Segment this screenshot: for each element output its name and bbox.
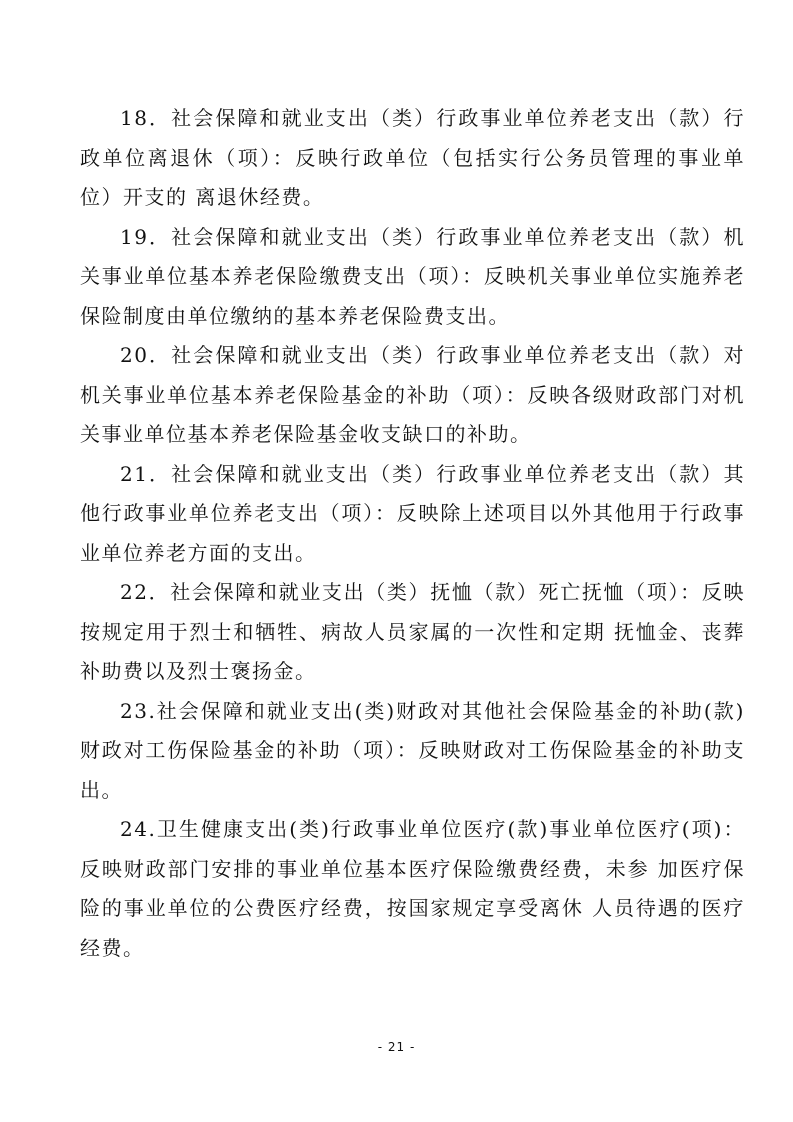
paragraph-18: 18．社会保障和就业支出（类）行政事业单位养老支出（款）行政单位离退休（项）：反映行政单位（包括实行公务员管理的事业单位）开支的 离退休经费。	[80, 106, 745, 209]
document-body	[80, 99, 745, 968]
paragraph-22: 22．社会保障和就业支出（类）抚恤（款）死亡抚恤（项）：反映按规定用于烈士和牺牲、病故人员家属的一次性和定期 抚恤金、丧葬补助费以及烈士褒扬金。	[80, 580, 745, 683]
paragraph-21: 21．社会保障和就业支出（类）行政事业单位养老支出（款）其他行政事业单位养老支出（项）：反映除上述项目以外其他用于行政事业单位养老方面的支出。	[80, 461, 745, 565]
paragraph-24: 24.卫生健康支出(类)行政事业单位医疗(款)事业单位医疗(项)：反映财政部门安排的事业单位基本医疗保险缴费经费，未参 加医疗保险的事业单位的公费医疗经费，按国家规定享受离休 人员待遇的医疗经费。	[80, 817, 745, 960]
paragraph-20: 20．社会保障和就业支出（类）行政事业单位养老支出（款）对机关事业单位基本养老保险基金的补助（项）：反映各级财政部门对机关事业单位基本养老保险基金收支缺口的补助。	[80, 343, 745, 446]
page-number: - 21 -	[377, 1040, 416, 1054]
paragraph-19: 19．社会保障和就业支出（类）行政事业单位养老支出（款）机关事业单位基本养老保险缴费支出（项）：反映机关事业单位实施养老保险制度由单位缴纳的基本养老保险费支出。	[80, 224, 745, 328]
paragraph-23: 23.社会保障和就业支出(类)财政对其他社会保险基金的补助(款)财政对工伤保险基金的补助（项）：反映财政对工伤保险基金的补助支出。	[80, 698, 745, 802]
